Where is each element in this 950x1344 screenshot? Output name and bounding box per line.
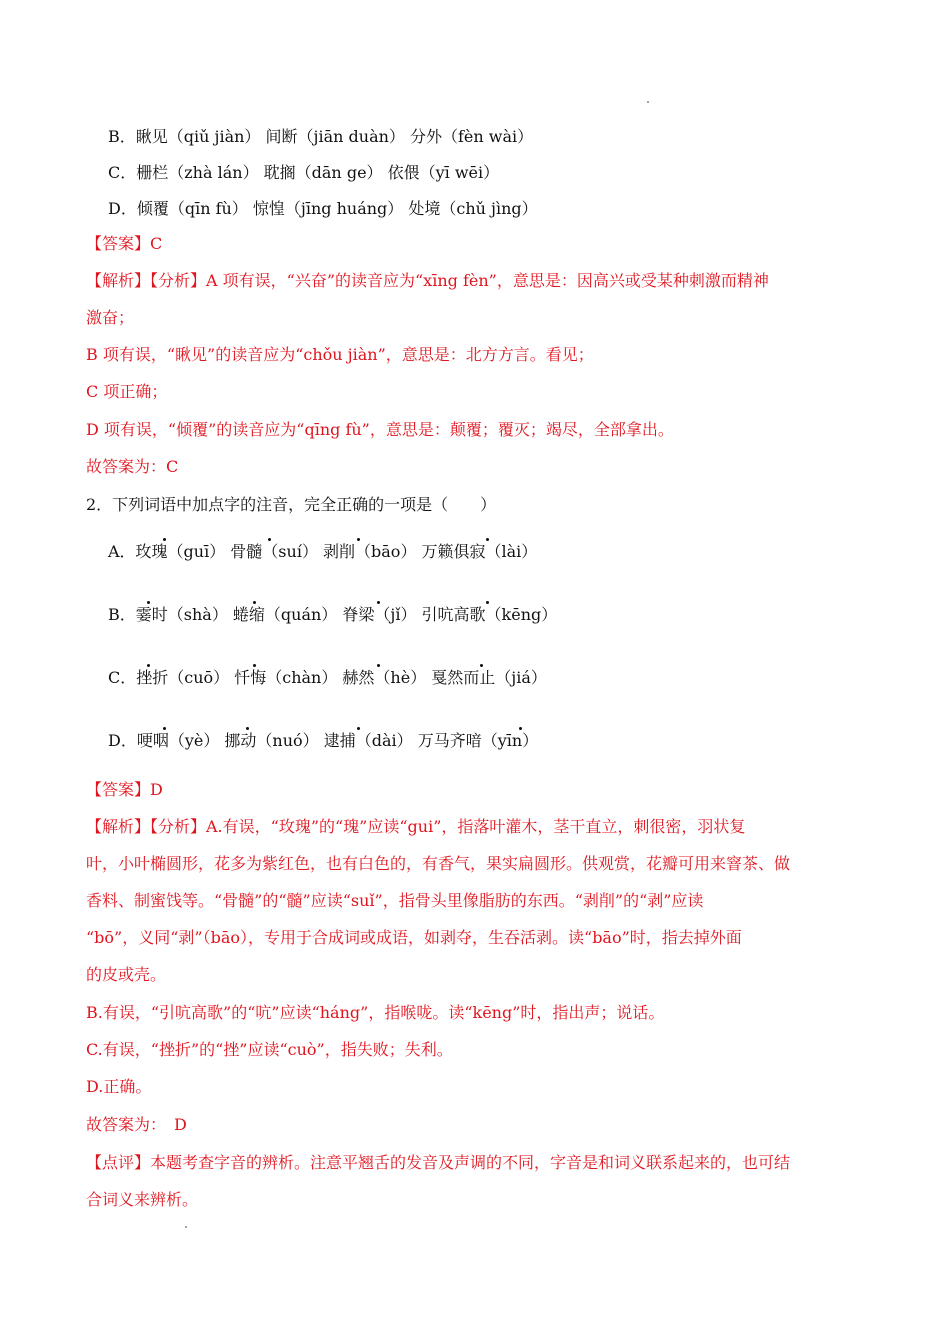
- emphasis-dot: [147, 601, 150, 604]
- emphasis-dot: [253, 601, 256, 604]
- q2-analysis-line-8: D.正确。: [86, 1077, 152, 1096]
- emphasis-dot: [357, 727, 360, 730]
- emphasis-dot: [268, 538, 271, 541]
- q2-analysis-line-4: “bō”，义同“剥”（bāo），专用于合成词或成语，如剥夺，生吞活剥。读“bāo”时，指去掉外面: [86, 928, 742, 947]
- emphasis-dot: [486, 601, 489, 604]
- q2-analysis-line-6: B.有误，“引吭高歌”的“吭”应读“háng”，指喉咙。读“kēng”时，指出声；说话。: [86, 1003, 665, 1022]
- q1-option-b: B．瞅见（qiǔ jiàn） 间断（jiān duàn） 分外（fèn wài）: [108, 127, 534, 146]
- q1-analysis-line-2: 激奋；: [86, 308, 135, 327]
- q1-option-d: D．倾覆（qīn fù） 惊惶（jīng huáng） 处境（chǔ jìng）: [108, 199, 538, 218]
- q2-answer: 【答案】D: [86, 780, 163, 799]
- q1-conclusion: 故答案为：C: [86, 457, 179, 476]
- q2-analysis-line-3: 香料、制蜜饯等。“骨髓”的“髓”应读“suǐ”，指骨头里像脂肪的东西。“剥削”的“剥”应读: [86, 891, 704, 910]
- q2-analysis-line-5: 的皮或壳。: [86, 965, 167, 984]
- q2-option-b: B．霎时（shà） 蜷缩（quán） 脊梁（jǐ） 引吭高歌（kēng）: [108, 605, 558, 624]
- emphasis-dot: [163, 538, 166, 541]
- emphasis-dot: [253, 664, 256, 667]
- q2-analysis-line-7: C.有误，“挫折”的“挫”应读“cuò”，指失败；失利。: [86, 1040, 453, 1059]
- q1-analysis-line-1: 【解析】【分析】A 项有误，“兴奋”的读音应为“xīng fèn”，意思是：因高兴或受某种刺激而精神: [86, 271, 769, 290]
- q2-analysis-line-2: 叶，小叶椭圆形，花多为紫红色，也有白色的，有香气，果实扁圆形。供观赏，花瓣可用来窨茶、做: [86, 854, 791, 873]
- q1-analysis-line-4: C 项正确；: [86, 382, 168, 401]
- speck-mark: [647, 101, 649, 103]
- emphasis-dot: [357, 538, 360, 541]
- q2-option-d: D．哽咽（yè） 挪动（nuó） 逮捕（dài） 万马齐喑（yīn）: [108, 731, 539, 750]
- q2-option-c: C．挫折（cuō） 忏悔（chàn） 赫然（hè） 戛然而止（jiá）: [108, 668, 547, 687]
- emphasis-dot: [519, 727, 522, 730]
- q1-analysis-line-5: D 项有误，“倾覆”的读音应为“qīng fù”，意思是：颠覆；覆灭；竭尽，全部拿出。: [86, 420, 674, 439]
- emphasis-dot: [377, 664, 380, 667]
- q2-option-a: A．玫瑰（guī） 骨髓（suí） 剥削（bāo） 万籁俱寂（lài）: [108, 542, 538, 561]
- emphasis-dot: [486, 538, 489, 541]
- q2-comment-line-2: 合词义来辨析。: [86, 1190, 199, 1209]
- q2-conclusion: 故答案为： D: [86, 1115, 187, 1134]
- q1-analysis-line-3: B 项有误，“瞅见”的读音应为“chǒu jiàn”，意思是：北方方言。看见；: [86, 345, 594, 364]
- q2-analysis-line-1: 【解析】【分析】A.有误，“玫瑰”的“瑰”应读“gui”，指落叶灌木，茎干直立，刺很密，羽状复: [86, 817, 746, 836]
- q1-answer: 【答案】C: [86, 234, 163, 253]
- q1-option-c: C．栅栏（zhà lán） 耽搁（dān ge） 依偎（yī wēi）: [108, 163, 500, 182]
- emphasis-dot: [377, 601, 380, 604]
- emphasis-dot: [147, 664, 150, 667]
- emphasis-dot: [246, 727, 249, 730]
- q2-comment-line-1: 【点评】本题考查字音的辨析。注意平翘舌的发音及声调的不同，字音是和词义联系起来的，也可结: [86, 1153, 791, 1172]
- emphasis-dot: [163, 727, 166, 730]
- emphasis-dot: [480, 664, 483, 667]
- q2-stem: 2．下列词语中加点字的注音，完全正确的一项是（ ）: [86, 495, 497, 514]
- speck-mark: [185, 1226, 187, 1228]
